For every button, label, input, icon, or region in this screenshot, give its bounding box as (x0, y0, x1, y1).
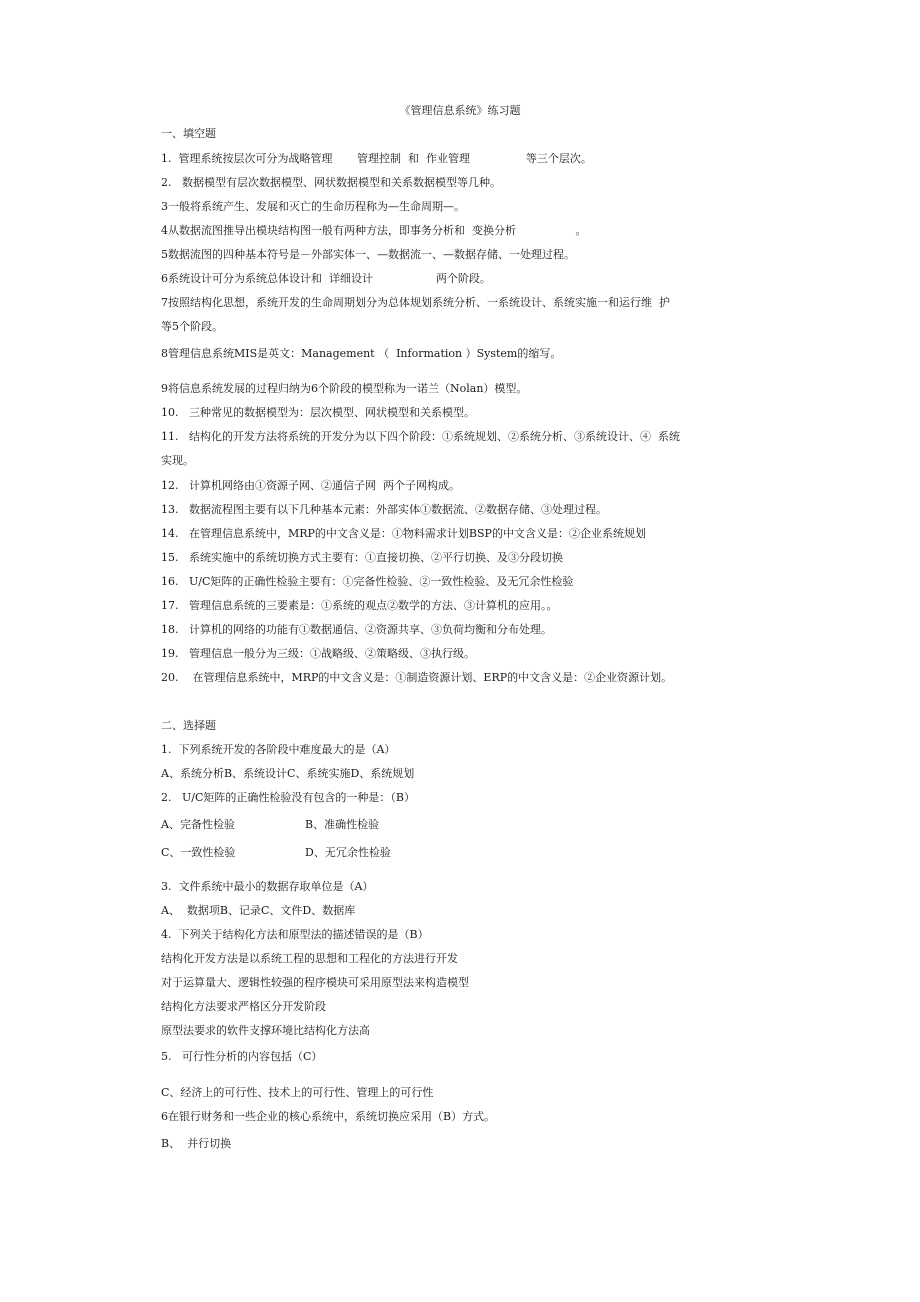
question-line: 11. 结构化的开发方法将系统的开发分为以下四个阶段：①系统规划、②系统分析、③系统设计、④ 系统 (161, 430, 680, 443)
option-a: A、完备性检验 (161, 818, 235, 831)
question-line: 10. 三种常见的数据模型为：层次模型、网状模型和关系模型。 (161, 406, 475, 419)
question-line: 17. 管理信息系统的三要素是：①系统的观点②数学的方法、③计算机的应用。。 (161, 599, 558, 612)
question-line: 9将信息系统发展的过程归纳为6个阶段的模型称为一诺兰（Nolan）模型。 (161, 382, 528, 395)
answer-line: C、经济上的可行性、技术上的可行性、管理上的可行性 (161, 1086, 434, 1099)
question-line: 20. 在管理信息系统中，MRP的中文含义是：①制造资源计划、ERP的中文含义是：②企业资源计划。 (161, 671, 673, 684)
question-line: 6在银行财务和一些企业的核心系统中，系统切换应采用（B）方式。 (161, 1110, 496, 1123)
question-line: 12. 计算机网络由①资源子网、②通信子网 两个子网构成。 (161, 479, 460, 492)
answer-line: B、 并行切换 (161, 1137, 232, 1150)
question-line: 2. 数据模型有层次数据模型、网状数据模型和关系数据模型等几种。 (161, 176, 501, 189)
question-line: 4从数据流图推导出模块结构图一般有两种方法，即事务分析和 变换分析 。 (161, 224, 587, 237)
question-line: 13. 数据流程图主要有以下几种基本元素：外部实体①数据流、②数据存储、③处理过程。 (161, 503, 607, 516)
question-line: 5. 可行性分析的内容包括（C） (161, 1050, 323, 1063)
question-line: 18. 计算机的网络的功能有①数据通信、②资源共享、③负荷均衡和分布处理。 (161, 623, 552, 636)
options-line: A、系统分析B、系统设计C、系统实施D、系统规划 (161, 767, 415, 780)
option-c: C、一致性检验 (161, 846, 236, 859)
question-line: 6系统设计可分为系统总体设计和 详细设计 两个阶段。 (161, 272, 491, 285)
option-line: 结构化方法要求严格区分开发阶段 (161, 1000, 326, 1013)
question-line: 7按照结构化思想，系统开发的生命周期划分为总体规划系统分析、一系统设计、系统实施一和运行维 护 (161, 296, 670, 309)
option-line: 原型法要求的软件支撑环境比结构化方法高 (161, 1024, 370, 1037)
question-line: 4. 下列关于结构化方法和原型法的描述错误的是（B） (161, 928, 429, 941)
question-line: 3一般将系统产生、发展和灭亡的生命历程称为—生命周期—。 (161, 200, 465, 213)
question-line: 3. 文件系统中最小的数据存取单位是（A） (161, 880, 374, 893)
question-line: 1. 下列系统开发的各阶段中难度最大的是（A） (161, 743, 396, 756)
page-title: 《管理信息系统》练习题 (399, 104, 521, 117)
question-line: 14. 在管理信息系统中，MRP的中文含义是：①物料需求计划BSP的中文含义是：②企业系统规划 (161, 527, 646, 540)
question-line: 15. 系统实施中的系统切换方式主要有：①直接切换、②平行切换、及③分段切换 (161, 551, 563, 564)
option-d: D、无冗余性检验 (305, 846, 391, 859)
question-line: 16. U/C矩阵的正确性检验主要有：①完备性检验、②一致性检验、及无冗余性检验 (161, 575, 574, 588)
question-line: 19. 管理信息一般分为三级：①战略级、②策略级、③执行级。 (161, 647, 475, 660)
option-line: 对于运算量大、逻辑性较强的程序模块可采用原型法来构造模型 (161, 976, 469, 989)
question-line: 等5个阶段。 (161, 320, 223, 333)
section-heading-fill-in: 一、填空题 (161, 127, 216, 140)
question-line: 5数据流图的四种基本符号是－外部实体一、—数据流一、—数据存储、一处理过程。 (161, 248, 575, 261)
question-line: 8管理信息系统MIS是英文：Management （ Information ）System的缩写。 (161, 347, 562, 360)
section-heading-choice: 二、选择题 (161, 719, 216, 732)
question-line: 1. 管理系统按层次可分为战略管理 管理控制 和 作业管理 等三个层次。 (161, 152, 592, 165)
question-line: 实现。 (161, 454, 194, 467)
question-line: 2. U/C矩阵的正确性检验没有包含的一种是：（B） (161, 791, 415, 804)
option-line: 结构化开发方法是以系统工程的思想和工程化的方法进行开发 (161, 952, 458, 965)
option-b: B、准确性检验 (305, 818, 380, 831)
options-line: A、 数据项B、记录C、文件D、数据库 (161, 904, 356, 917)
